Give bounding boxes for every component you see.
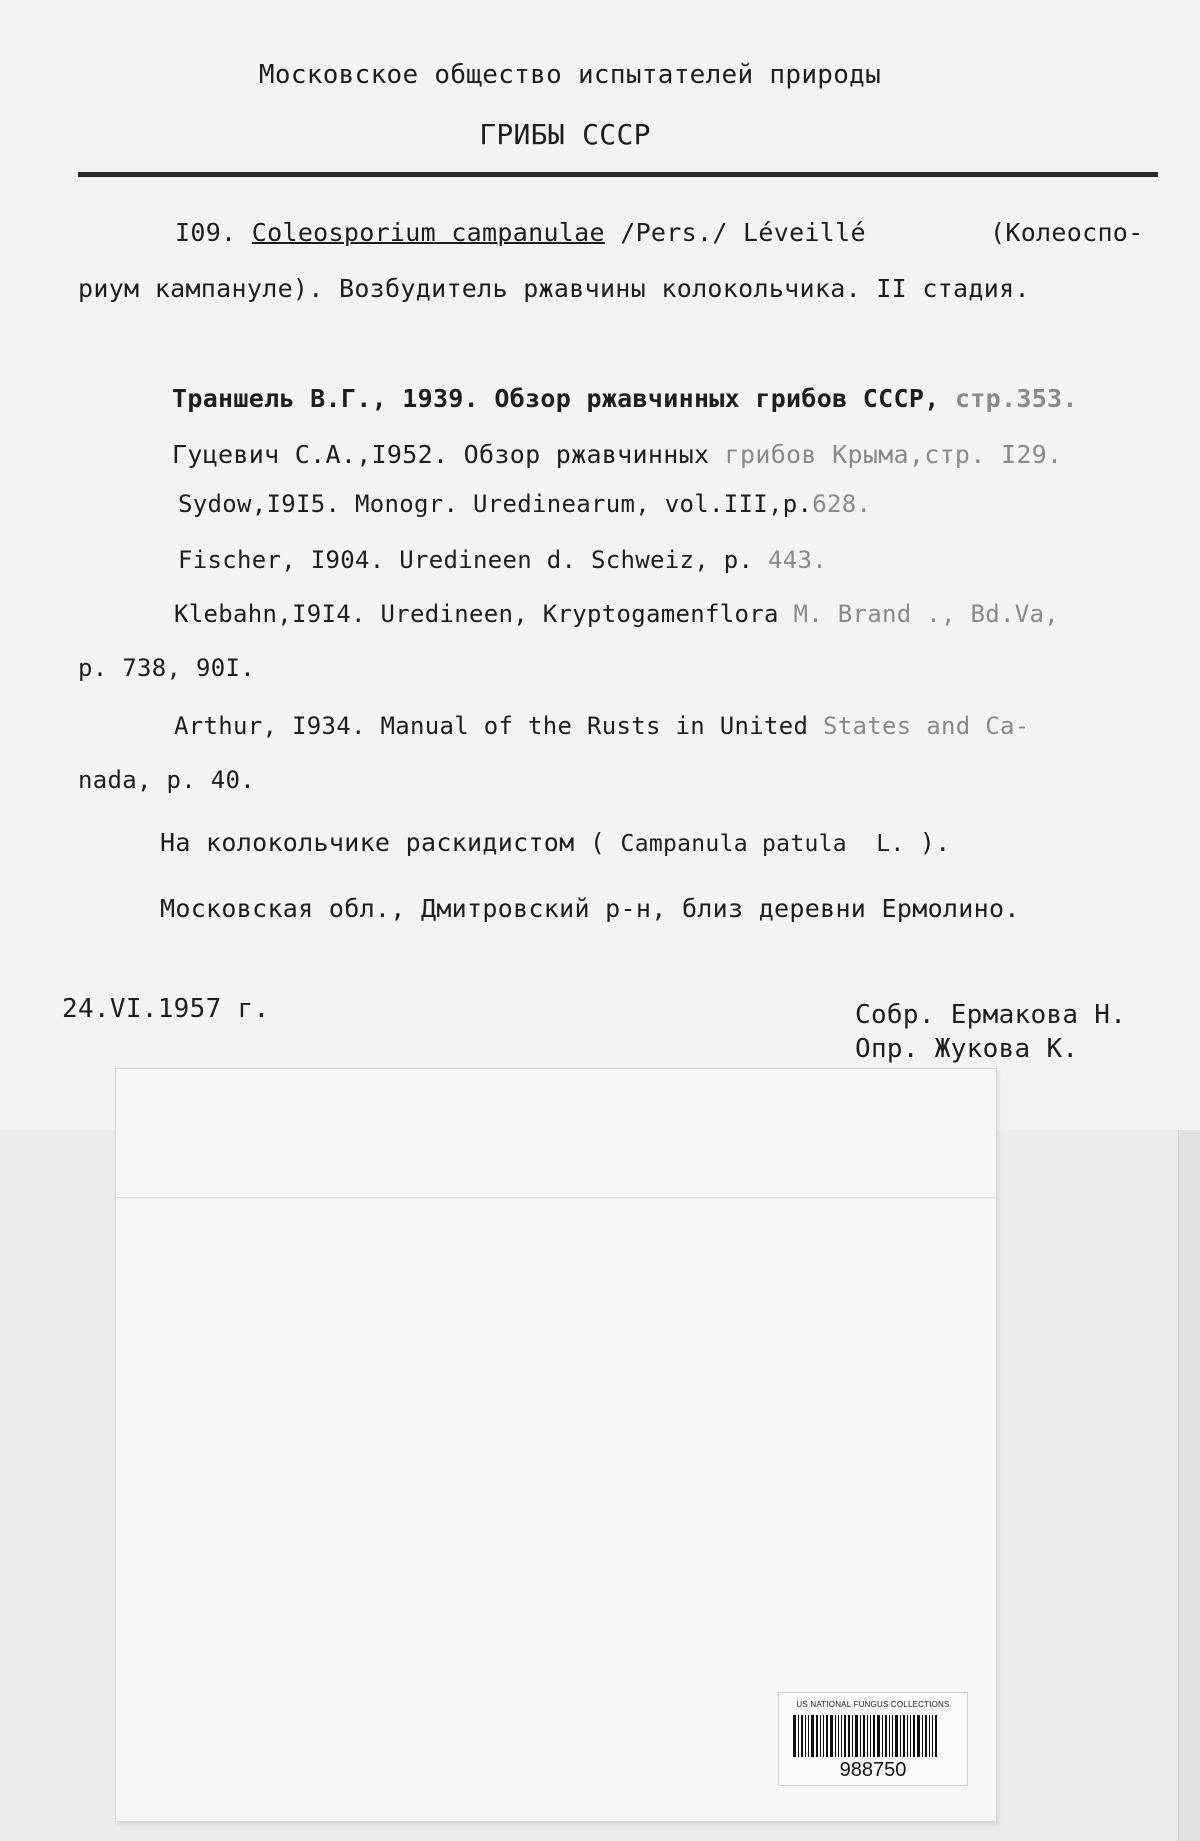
scientific-name: Coleosporium campanulae: [251, 218, 605, 247]
host-authority: L.: [876, 831, 905, 857]
barcode-bar: [860, 1715, 861, 1757]
barcode-bar: [889, 1715, 890, 1757]
reference-5: Klebahn,I9I4. Uredineen, Kryptogamenflora M. Brand ., Bd.Va,: [174, 600, 1059, 628]
barcode-bar: [922, 1715, 923, 1757]
barcode-bar: [841, 1715, 842, 1757]
envelope-fold: [116, 1197, 996, 1198]
barcode-bar: [855, 1715, 858, 1757]
specimen-number: I09.: [175, 218, 237, 247]
barcode-bar: [885, 1715, 887, 1757]
barcode-bar: [838, 1715, 839, 1757]
barcode-bar: [867, 1715, 868, 1757]
determiner: Опр. Жукова К.: [855, 1034, 1079, 1064]
stage-description: Возбудитель ржавчины колокольчика. II стадия.: [338, 274, 1030, 303]
barcode-label: [778, 1692, 968, 1786]
reference-6-cont: nada, p. 40.: [78, 766, 255, 794]
barcode-bar: [910, 1715, 911, 1757]
barcode-bar: [903, 1715, 905, 1757]
barcode-bar: [913, 1715, 915, 1757]
barcode-bar: [900, 1715, 901, 1757]
barcode-bar: [830, 1715, 833, 1757]
barcode-number: 988750: [839, 1759, 907, 1781]
reference-1: Траншель В.Г., 1939. Обзор ржавчинных грибов СССР, стр.353.: [172, 384, 1078, 413]
barcode-bar: [844, 1715, 846, 1757]
barcode-bar: [820, 1715, 821, 1757]
reference-6: Arthur, I934. Manual of the Rusts in United States and Ca-: [174, 712, 1030, 740]
host-prefix: На колокольчике раскидистом (: [160, 828, 606, 857]
barcode-bar: [835, 1715, 836, 1757]
barcode-bar: [816, 1715, 818, 1757]
barcode-bars: [793, 1715, 953, 1757]
host-latin: Campanula patula: [620, 831, 847, 857]
species-line: [175, 218, 866, 247]
common-name-part1: (Колеоспо-: [990, 218, 1144, 247]
species-line-2: [78, 274, 1030, 303]
barcode-bar: [805, 1715, 806, 1757]
common-name-part2: риум кампануле).: [78, 274, 324, 303]
barcode-bar: [907, 1715, 908, 1757]
barcode-bar: [932, 1715, 933, 1757]
series-title: ГРИБЫ СССР: [479, 118, 651, 151]
barcode-bar: [793, 1715, 796, 1757]
barcode-bar: [811, 1715, 814, 1757]
barcode-bar: [917, 1715, 920, 1757]
host-line: [160, 828, 951, 857]
barcode-bar: [935, 1715, 937, 1757]
barcode-bar: [882, 1715, 883, 1757]
authority: /Pers./ Léveillé: [620, 218, 866, 247]
barcode-bar: [801, 1715, 803, 1757]
sheet-edge: [1178, 1130, 1200, 1841]
reference-4: Fischer, I904. Uredineen d. Schweiz, p. 443.: [178, 546, 827, 574]
organization-header: Московское общество испытателей природы: [258, 60, 882, 90]
header-divider: [78, 172, 1158, 177]
barcode-bar: [870, 1715, 871, 1757]
barcode-institution: US NATIONAL FUNGUS COLLECTIONS: [796, 1700, 950, 1709]
barcode-bar: [895, 1715, 898, 1757]
reference-3: Sydow,I9I5. Monogr. Uredinearum, vol.III,p.628.: [178, 490, 872, 518]
reference-2: Гуцевич С.А.,I952. Обзор ржавчинных грибов Крыма,стр. I29.: [172, 440, 1063, 469]
barcode-bar: [848, 1715, 850, 1757]
barcode-bar: [925, 1715, 927, 1757]
barcode-bar: [929, 1715, 930, 1757]
barcode-bar: [892, 1715, 893, 1757]
barcode-bar: [877, 1715, 880, 1757]
host-suffix: ).: [919, 828, 951, 857]
barcode-bar: [863, 1715, 865, 1757]
barcode-bar: [823, 1715, 824, 1757]
barcode-bar: [852, 1715, 853, 1757]
locality: Московская обл., Дмитровский р-н, близ деревни Ермолино.: [160, 894, 1020, 923]
reference-5-cont: p. 738, 90I.: [78, 654, 255, 682]
collection-date: 24.VI.1957 г.: [62, 994, 270, 1024]
barcode-bar: [808, 1715, 809, 1757]
barcode-bar: [873, 1715, 875, 1757]
collector: Собр. Ермакова Н.: [855, 1000, 1127, 1030]
barcode-bar: [826, 1715, 828, 1757]
barcode-bar: [798, 1715, 799, 1757]
